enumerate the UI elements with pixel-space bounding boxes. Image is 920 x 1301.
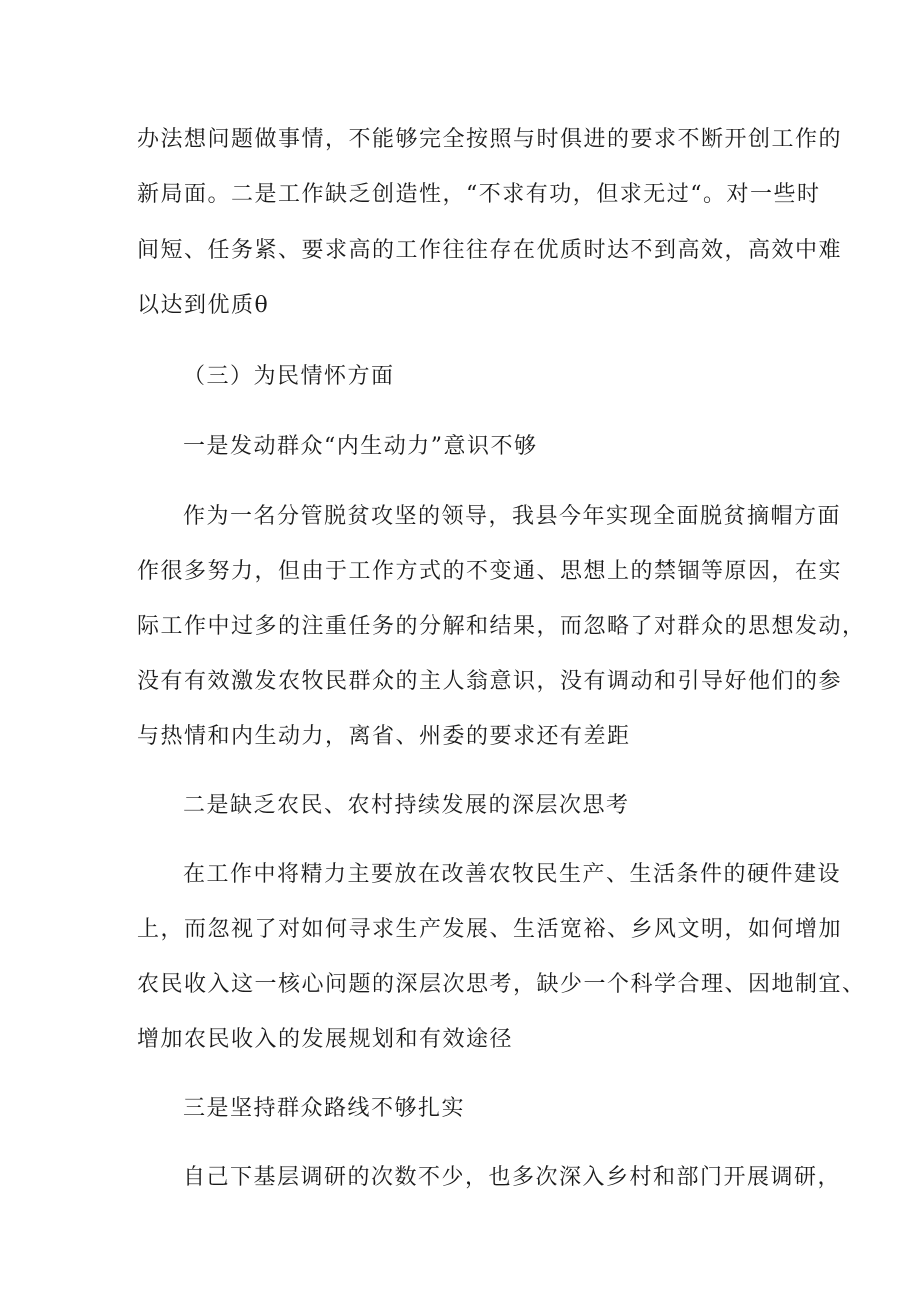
paragraph-2-line-1: 作为一名分管脱贫攻坚的领导，我县今年实现全面脱贫摘帽方面 bbox=[183, 504, 842, 529]
subheading-two: 二是缺乏农民、农村持续发展的深层次思考 bbox=[183, 793, 630, 818]
paragraph-2-line-4: 没有有效激发农牧民群众的主人翁意识，没有调动和引导好他们的参 bbox=[137, 669, 843, 694]
paragraph-3-line-1: 在工作中将精力主要放在改善农牧民生产、生活条件的硬件建设 bbox=[183, 862, 842, 887]
subheading-one: 一是发动群众“内生动力”意识不够 bbox=[183, 434, 538, 459]
paragraph-3-line-2: 上，而忽视了对如何寻求生产发展、生活宽裕、乡风文明，如何增加 bbox=[137, 917, 843, 942]
paragraph-2-line-3: 际工作中过多的注重任务的分解和结果，而忽略了对群众的思想发动， bbox=[137, 614, 866, 639]
paragraph-3-line-3: 农民收入这一核心问题的深层次思考，缺少一个科学合理、因地制宜、 bbox=[137, 972, 866, 997]
section-heading-three: （三）为民情怀方面 bbox=[183, 364, 395, 389]
subheading-three: 三是坚持群众路线不够扎实 bbox=[183, 1096, 466, 1121]
paragraph-1-line-3: 间短、任务紧、要求高的工作往往存在优质时达不到高效，高效中难 bbox=[137, 238, 843, 263]
paragraph-1-line-4: 以达到优质θ bbox=[137, 293, 270, 318]
paragraph-2-line-5: 与热情和内生动力，离省、州委的要求还有差距 bbox=[137, 724, 631, 749]
paragraph-1-line-1: 办法想问题做事情，不能够完全按照与时俱进的要求不断开创工作的 bbox=[137, 127, 843, 152]
paragraph-3-line-4: 增加农民收入的发展规划和有效途径 bbox=[137, 1027, 514, 1052]
paragraph-1-line-2: 新局面。二是工作缺乏创造性，“不求有功，但求无过“。对一些时 bbox=[137, 182, 821, 207]
paragraph-4-line-1: 自己下基层调研的次数不少，也多次深入乡村和部门开展调研， bbox=[183, 1165, 842, 1190]
paragraph-2-line-2: 作很多努力，但由于工作方式的不变通、思想上的禁锢等原因，在实 bbox=[137, 559, 843, 584]
